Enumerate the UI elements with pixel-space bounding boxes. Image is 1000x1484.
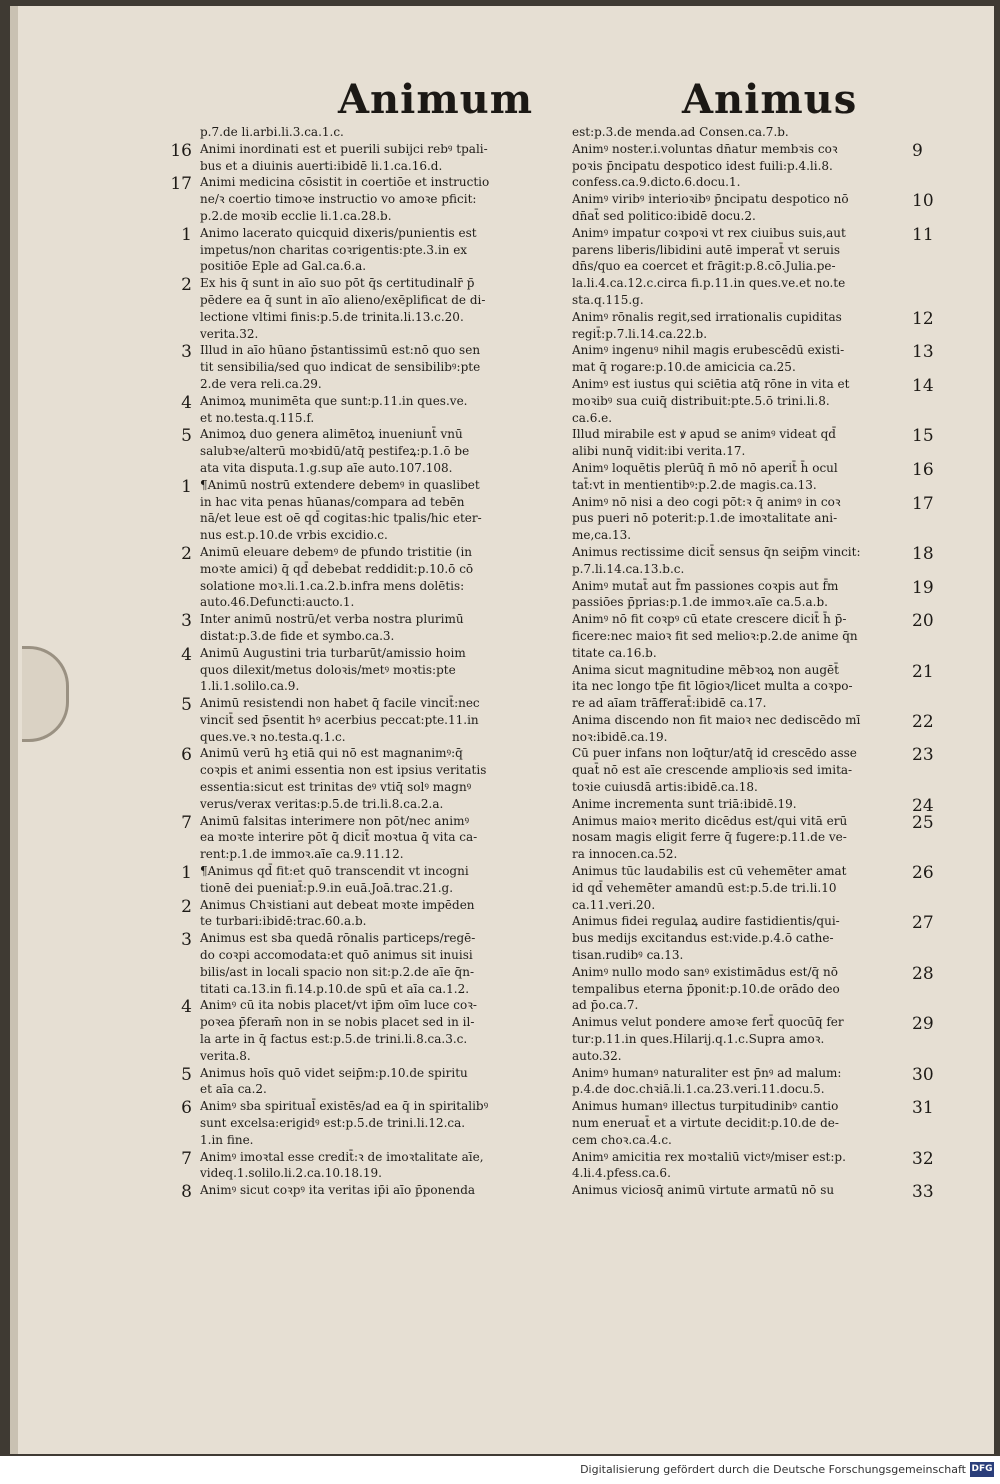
entry-text-line: p.2.de moꝛib ecclie li.1.ca.28.b. [200,208,392,223]
index-entry [181,644,570,695]
index-entry [181,997,570,1064]
entry-text-line: Animꝰ sba spiritual̄ existēs/ad ea q̄ in spiritalibꝰ [200,1099,489,1114]
index-entry [572,711,934,746]
entry-text-line: videq.1.solilo.li.2.ca.10.18.19. [200,1166,382,1181]
entry-number: 5 [181,1064,192,1085]
entry-text-line: Anima sicut magnitudine mēbꝛoꝝ non augēt̄ [572,662,839,677]
entry-text-line: ad p̄o.ca.7. [572,998,639,1013]
entry-number: 29 [912,1014,934,1035]
entry-text-line: mat q̄ rogare:p.10.de amicicia ca.25. [572,360,796,375]
entry-text-line: ita nec longo tp̄e fit lōgioꝛ/licet multa a coꝛpo- [572,679,853,694]
entry-text-line: lectione vltimi finis:p.5.de trinita.li.13.c.20. [200,309,464,324]
index-entry [181,863,570,897]
entry-text-line: Animi medicina cōsistit in coertiōe et instructio [200,175,490,190]
entry-text-line: noꝛ:ibidē.ca.19. [572,729,668,744]
entry-text-line: Animū verū hꝫ etiā qui nō est magnanimꝰ:q̄ [200,746,463,761]
entry-text-line: essentia:sicut est trinitas deꝰ vtiq̄ solꝰ magnꝰ [200,780,472,795]
entry-text-line: et aīa ca.2. [200,1082,267,1097]
index-entry [181,392,570,427]
entry-text-line: distat:p.3.de fide et symbo.ca.3. [200,628,395,643]
index-entry [572,459,934,494]
entry-text-line: 1.li.1.solilo.ca.9. [200,679,300,694]
entry-text-line: Animus hoīs quō videt seip̄m:p.10.de spiritu [200,1065,468,1080]
entry-text-line: in hac vita penas hūanas/compara ad tebēn [200,494,465,509]
entry-text-line: passiōes p̄prias:p.1.de immoꝛ.aīe ca.5.a.b. [572,595,828,610]
entry-text-line: 2.de vera reli.ca.29. [200,376,322,391]
entry-text-line: ques.ve.ꝛ no.testa.q.1.c. [200,729,346,744]
entry-text-line: nus est.p.10.de vrbis excidio.c. [200,528,388,543]
entry-number: 23 [912,745,934,766]
entry-text-line: Animꝰ nullo modo sanꝰ existimādus est/q̄ nō [572,964,838,979]
entry-text-line: ra innocen.ca.52. [572,847,678,862]
entry-text-line: salubꝛe/alterū moꝛbidū/atq̄ pestifeꝝ:p.1.ō be [200,444,470,459]
index-entry [181,275,570,342]
entry-text-line: Animus est sba quedā rōnalis particeps/regē- [200,931,476,946]
entry-number: 1 [181,863,192,884]
index-entry [572,1014,934,1064]
entry-number: 3 [181,611,192,632]
entry-text-line: te turbari:ibidē:trac.60.a.b. [200,914,367,929]
entry-text-line: tisan.rudibꝰ ca.13. [572,948,684,963]
entry-text-line: la arte in q̄ factus est:p.5.de trini.li.8.ca.3.c. [200,1032,468,1047]
entry-text-line: Animoꝝ duo genera alimētoꝝ inueniunt̄ vnū [200,427,463,442]
index-entry [572,1064,934,1099]
entry-text-line: Animꝰ ingenuꝰ nihil magis erubescēdū existi- [572,343,845,358]
index-entry [572,1098,934,1148]
entry-text-line: tur:p.11.in ques.Hilarij.q.1.c.Supra amoꝛ. [572,1032,825,1047]
footer-bar [0,1456,1000,1484]
entry-number: 5 [181,426,192,447]
entry-text-line: tit sensibilia/sed quo indicat de sensibilibꝰ:pte [200,360,481,375]
entry-number: 2 [181,543,192,564]
index-entry [572,577,934,612]
entry-text-line: Animꝰ nō nisi a deo cogi pōt:ꝛ q̄ animꝰ in coꝛ [572,494,841,509]
index-entry [572,493,934,544]
entry-text-line: positiōe Eple ad Gal.ca.6.a. [200,259,367,274]
entry-text-line: me,ca.13. [572,528,632,543]
entry-text-line: Animꝰ impatur coꝛpoꝛi vt rex ciuibus suis,aut [572,225,846,240]
entry-text-line: parens liberis/libidini autē imperat̄ vt seruis [572,242,840,257]
index-entry [572,963,934,1014]
entry-text-line: p.7.li.14.ca.13.b.c. [572,561,685,576]
entry-number: 16 [912,459,934,480]
entry-number: 27 [912,913,934,934]
entry-text-line: bilis/ast in locali spacio non sit:p.2.de aīe q̄n- [200,964,475,979]
entry-number: 16 [170,140,192,161]
index-entry [181,543,570,611]
entry-text-line: verus/verax veritas:p.5.de tri.li.8.ca.2.a. [200,796,444,811]
entry-number: 4 [181,392,192,413]
entry-text-line: pēdere ea q̄ sunt in aīo alieno/exēplificat de di- [200,292,486,307]
entry-number: 9 [912,140,923,161]
entry-text-line: Animū resistendi non habet q̄ facile vincit̄:nec [200,696,480,711]
entry-number: 5 [181,695,192,716]
entry-text-line: ficere:nec maioꝛ fit sed melioꝛ:p.2.de anime q̄n [572,628,858,643]
entry-text-line: sta.q.115.g. [572,292,644,307]
index-entry [181,476,570,544]
entry-number: 32 [912,1148,934,1169]
entry-text-line: titati ca.13.in fi.14.p.10.de spū et aīa ca.1.2. [200,981,470,996]
entry-text-line: bus et a diuinis auerti:ibidē li.1.ca.16.d. [200,158,443,173]
entry-text-line: et no.testa.q.115.f. [200,410,315,425]
entry-text-line: Animꝰ humanꝰ naturaliter est p̄nꝰ ad malum: [572,1065,842,1080]
index-entry [572,611,934,661]
entry-number: 11 [912,224,934,245]
entry-text-line: nā/et leue est oē qd̄ cogitas:hic tpalis/hic eter- [200,511,482,526]
entry-text-line: num eneruat̄ et a virtute decidit:p.10.de de- [572,1116,839,1131]
entry-number: 10 [912,191,934,212]
entry-text-line: Ex his q̄ sunt in aīo suo pōt q̄s certitudinalr̄ p̄ [200,276,475,291]
entry-text-line: confess.ca.9.dicto.6.docu.1. [572,175,741,190]
index-entry [181,896,570,931]
entry-text-line: tat̄:vt in mentientibꝰ:p.2.de magis.ca.13. [572,477,817,492]
entry-number: 28 [912,963,934,984]
left-column [170,124,570,1203]
index-entry [572,812,934,863]
entry-text-line: Animꝰ mutat̄ aut f̄m passiones coꝛpis aut f̄m [572,578,839,593]
entry-text-line: impetus/non charitas coꝛrigentis:pte.3.in ex [200,242,468,257]
index-entry [572,863,934,913]
entry-text-line: la.li.4.ca.12.c.circa fi.p.11.in ques.ve.et no.te [572,276,846,291]
running-head-left: Animum [338,76,534,123]
entry-number: 3 [181,342,192,363]
entry-text-line: ¶Animus qd̄ fit:et quō transcendit vt incogni [200,864,469,879]
entry-text-line: Animꝰ rōnalis regit,sed irrationalis cupiditas [572,309,842,324]
index-entry [572,140,923,191]
entry-number: 33 [912,1182,934,1203]
entry-text-line: poꝛis p̄ncipatu despotico idest fuili:p.4.li.8. [572,158,833,173]
entry-text-line: coꝛpis et animi essentia non est ipsius veritatis [200,763,487,778]
entry-number: 4 [181,644,192,665]
index-entry [181,1148,570,1183]
entry-number: 26 [912,863,934,884]
entry-number: 1 [181,476,192,497]
index-entry [572,1148,934,1183]
entry-text-line: toꝛie cuiusdā artis:ibidē.ca.18. [572,780,758,795]
entry-text-line: Animū Augustini tria turbarūt/amissio hoim [200,645,466,660]
entry-number: 25 [912,812,934,833]
index-entry [181,745,570,812]
entry-text-line: do coꝛpi accomodata:et quō animus sit inuisi [200,948,473,963]
index-entry [181,611,570,645]
entry-text-line: Animū falsitas interimere non pōt/nec animꝰ [200,813,470,828]
dfg-credit: Digitalisierung gefördert durch die Deutsche Forschungsgemeinschaft [580,1463,966,1476]
index-entry [572,426,934,460]
entry-number: 2 [181,275,192,296]
entry-text-line: Animꝰ loquētis plerūq̄ n̄ mō nō aperit̄ h̄ ocul [572,460,838,475]
entry-number: 17 [170,174,192,195]
entry-text-line: 4.li.4.pfess.ca.6. [572,1166,671,1181]
index-entry [170,174,570,224]
entry-text-line: ne/ꝛ coertio timoꝛe instructio vo amoꝛe pficit: [200,192,477,207]
entry-text-line: Animus rectissime dicit̄ sensus q̄n seip̄m vincit: [572,544,861,559]
index-entry [572,543,934,578]
entry-text-line: Animꝰ viribꝰ interioꝛibꝰ p̄ncipatu despotico nō [572,192,849,207]
entry-text-line: Animo lacerato quicquid dixeris/punientis est [200,225,477,240]
entry-text-line: regit̄:p.7.li.14.ca.22.b. [572,326,708,341]
entry-text-line: moꝛte amici) q̄ qd̄ debebat reddidit:p.10.ō cō [200,561,474,576]
entry-number: 19 [912,577,934,598]
entry-text-line: Anime incrementa sunt triā:ibidē.19. [572,796,797,811]
entry-text-line: rent:p.1.de immoꝛ.aīe ca.9.11.12. [200,847,404,862]
entry-number: 6 [181,1098,192,1119]
index-entry [572,375,934,426]
entry-text-line: Animi inordinati est et puerili subijci rebꝰ tpali- [200,141,488,156]
entry-number: 15 [912,426,934,447]
entry-text-line: tionē dei pueniat̄:p.9.in euā.Joā.trac.21.g. [200,880,454,895]
entry-text-line: Animus tūc laudabilis est cū vehemēter amat [572,864,847,879]
entry-number: 4 [181,997,192,1018]
index-entry [181,930,570,997]
entry-text-line: ea moꝛte interire pōt q̄ dicit̄ moꝛtua q̄ vita ca- [200,830,478,845]
entry-text-line: ¶Animū nostrū extendere debemꝰ in quaslibet [200,477,480,492]
index-entry [181,695,570,745]
entry-text-line: ca.6.e. [572,410,613,425]
entry-text-line: id qd̄ vehemēter amandū est:p.5.de tri.li.10 [572,880,837,895]
entry-text-line: Anima discendo non fit maioꝛ nec dediscēdo mī [572,712,861,727]
index-entry [572,661,934,712]
index-entry [181,1098,570,1148]
entry-text-line: dn̄at̄ sed politico:ibidē docu.2. [572,208,756,223]
entry-number: 3 [181,930,192,951]
index-entry [572,224,934,309]
entry-text-line: moꝛibꝰ sua cuiq̄ distribuit:pte.5.ō trini.li.8. [572,393,830,408]
index-entry [572,745,934,795]
index-entry [181,224,570,275]
index-entry [170,140,570,175]
entry-text-line: sunt excelsa:erigidꝰ est:p.5.de trini.li.12.ca. [200,1116,466,1131]
entry-text-line: Cū puer infans non loq̄tur/atq̄ id crescēdo asse [572,746,857,761]
right-column [572,124,934,1203]
clasp-shadow [22,646,69,742]
entry-text-line: est:p.3.de menda.ad Consen.ca.7.b. [572,125,789,139]
entry-text-line: re ad aīam trāfferat̄:ibidē ca.17. [572,696,767,711]
entry-number: 7 [181,1148,192,1169]
entry-number: 18 [912,543,934,564]
entry-text-line: auto.46.Defuncti:aucto.1. [200,595,355,610]
entry-text-line: tempalibus eterna p̄ponit:p.10.de orādo deo [572,981,840,996]
entry-text-line: Animū eleuare debemꝰ de pfundo tristitie (in [200,544,473,559]
entry-text-line: alibi nunq̄ vidit:ibi verita.17. [572,444,746,459]
entry-text-line: Inter animū nostrū/et verba nostra plurimū [200,612,464,627]
entry-text-line: ata vita disputa.1.g.sup aīe auto.107.108. [200,460,453,475]
entry-text-line: p.4.de doc.chꝛiā.li.1.ca.23.veri.11.docu.5. [572,1082,825,1097]
entry-text-line: Animꝰ cū ita nobis placet/vt ip̄m oīm luce coꝛ- [200,998,477,1013]
entry-number: 7 [181,812,192,833]
entry-number: 20 [912,611,934,632]
index-entry [181,342,570,392]
index-entry [181,1182,570,1203]
entry-text-line: Animus fidei regulaꝝ audire fastidientis/qui- [572,914,840,929]
index-entry [572,342,934,376]
entry-text-line: Animꝰ imoꝛtal esse credit̄:ꝛ de imoꝛtalitate aīe, [200,1149,484,1164]
entry-text-line: Animoꝝ munimēta que sunt:p.11.in ques.ve. [200,393,468,408]
index-entry [572,795,934,816]
entry-text-line: Animus velut pondere amoꝛe fert̄ quocūq̄ fer [572,1015,844,1030]
entry-number: 17 [912,493,934,514]
entry-text-line: Illud in aīo hūano p̄stantissimū est:nō quo sen [200,343,481,358]
index-entry [181,1064,570,1099]
entry-text-line: cem choꝛ.ca.4.c. [572,1132,672,1147]
entry-text-line: bus medijs excitandus est:vide.p.4.ō cathe- [572,931,834,946]
entry-number: 2 [181,896,192,917]
entry-number: 6 [181,745,192,766]
entry-text-line: ca.11.veri.20. [572,897,656,912]
entry-number: 14 [912,375,934,396]
dfg-logo: DFG [970,1462,994,1477]
index-entry [572,124,912,141]
entry-text-line: 1.in fine. [200,1132,254,1147]
entry-text-line: Illud mirabile est ꝟ apud se animꝰ videat qd̄ [572,427,836,442]
entry-number: 8 [181,1182,192,1203]
entry-text-line: Animꝰ nō fit coꝛpꝰ cū etate crescere dicit̄ h̄ p̄- [572,612,847,627]
entry-text-line: verita.32. [200,326,259,341]
index-entry [572,913,934,963]
entry-text-line: Animꝰ noster.i.voluntas dn̄atur membꝛis coꝛ [572,141,838,156]
entry-text-line: Animus Chꝛistiani aut debeat moꝛte impēden [200,897,475,912]
entry-text-line: dn̄s/quo ea coercet et frāgit:p.8.cō.Julia.pe- [572,259,836,274]
entry-number: 24 [912,795,934,816]
entry-text-line: verita.8. [200,1048,251,1063]
entry-text-line: quos dilexit/metus doloꝛis/metꝰ moꝛtis:pte [200,662,456,677]
entry-text-line: poꝛea p̄feram̄ non in se nobis placet sed in il- [200,1015,475,1030]
entry-text-line: Animus humanꝰ illectus turpitudinibꝰ cantio [572,1099,839,1114]
entry-text-line: Animꝰ sicut coꝛpꝰ ita veritas ip̄i aīo p̄ponenda [200,1183,476,1198]
entry-number: 30 [912,1064,934,1085]
index-entry [572,308,934,343]
entry-number: 12 [912,308,934,329]
index-entry [200,124,570,141]
entry-text-line: vincit̄ sed p̄sentit hꝰ acerbius peccat:pte.11.in [200,712,479,727]
entry-text-line: nosam magis eligit ferre q̄ fugere:p.11.de ve- [572,830,847,845]
index-entry [181,426,570,476]
entry-text-line: pus pueri nō poterit:p.1.de imoꝛtalitate ani- [572,511,838,526]
entry-number: 1 [181,224,192,245]
entry-number: 21 [912,661,934,682]
index-entry [572,1182,934,1203]
entry-text-line: Animus maioꝛ merito dicēdus est/qui vitā erū [572,813,848,828]
index-entry [181,812,570,863]
entry-text-line: auto.32. [572,1048,622,1063]
entry-number: 31 [912,1098,934,1119]
index-entry [572,191,934,225]
entry-number: 13 [912,342,934,363]
running-head-right: Animus [682,76,858,123]
entry-number: 22 [912,711,934,732]
entry-text-line: Animus viciosq̄ animū virtute armatū nō su [572,1183,835,1198]
entry-text-line: solatione moꝛ.li.1.ca.2.b.infra mens dolētis: [200,578,465,593]
entry-text-line: p.7.de li.arbi.li.3.ca.1.c. [200,125,344,139]
entry-text-line: titate ca.16.b. [572,645,657,660]
entry-text-line: quat̄ nō est aīe crescende amplioꝛis sed imita- [572,763,853,778]
entry-text-line: Animꝰ amicitia rex moꝛtaliū victꝰ/miser est:p. [572,1149,846,1164]
entry-text-line: Animꝰ est iustus qui sciētia atq̄ rōne in vita et [572,376,850,391]
